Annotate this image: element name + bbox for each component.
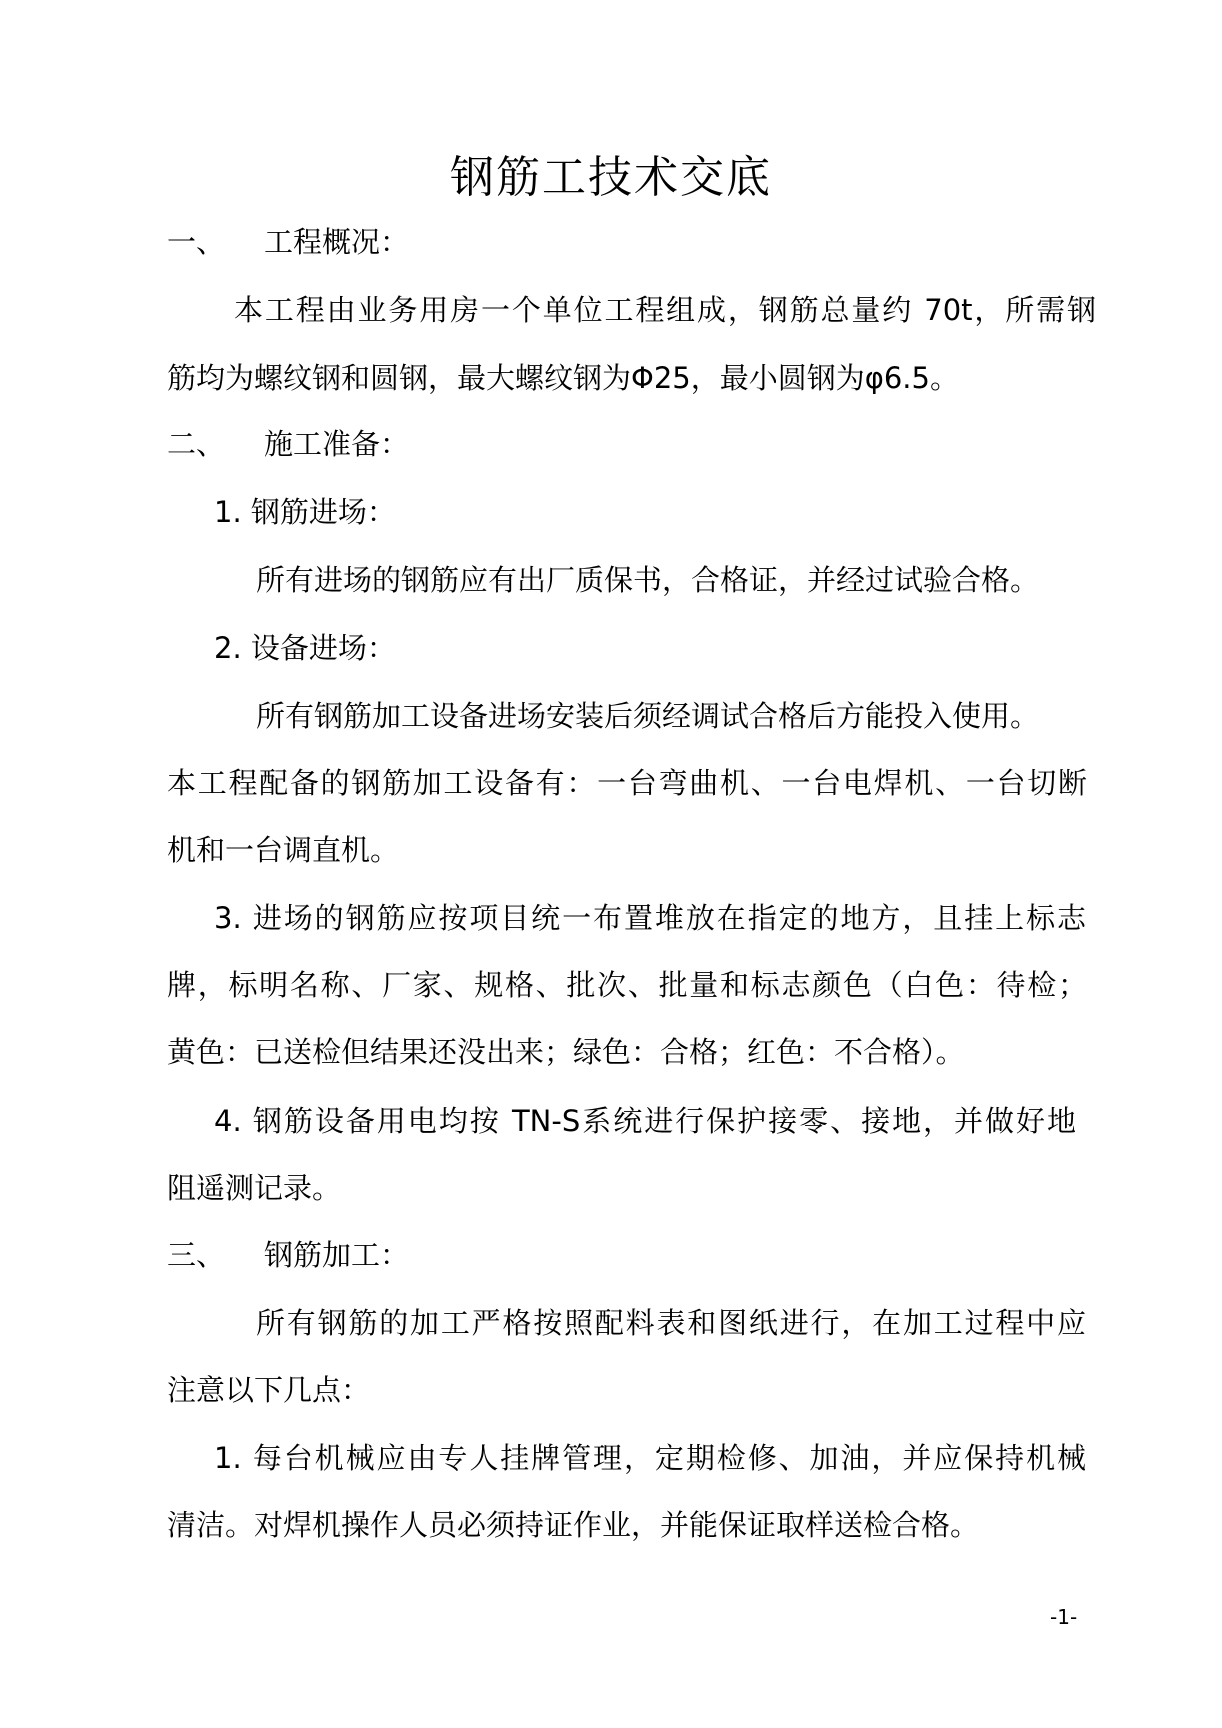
section-2-number: 二、: [167, 427, 226, 461]
section-1-heading: 工程概况：: [264, 225, 410, 259]
paragraph-line: 所有钢筋加工设备进场安装后须经调试合格后方能投入使用。: [256, 699, 1040, 733]
paragraph-line: 注意以下几点：: [167, 1373, 371, 1407]
paragraph-line: 黄色：已送检但结果还没出来；绿色：合格；红色：不合格）。: [167, 1035, 965, 1069]
section-1-number: 一、: [167, 225, 226, 259]
paragraph-line: 本工程由业务用房一个单位工程组成，钢筋总量约 70t，所需钢: [234, 293, 1096, 327]
paragraph-line: 牌，标明名称、厂家、规格、批次、批量和标志颜色（白色：待检；: [167, 968, 1087, 1002]
document-title: 钢筋工技术交底: [450, 152, 772, 203]
paragraph-line: 清洁。对焊机操作人员必须持证作业，并能保证取样送检合格。: [167, 1508, 980, 1542]
paragraph-line: 1. 每台机械应由专人挂牌管理，定期检修、加油，并应保持机械: [214, 1441, 1086, 1475]
paragraph-line: 筋均为螺纹钢和圆钢，最大螺纹钢为Φ25，最小圆钢为φ6.5。: [167, 361, 959, 395]
paragraph-line: 机和一台调直机。: [167, 833, 400, 867]
section-3-heading: 钢筋加工：: [264, 1238, 410, 1272]
paragraph-line: 所有钢筋的加工严格按照配料表和图纸进行，在加工过程中应: [256, 1306, 1086, 1340]
paragraph-line: 本工程配备的钢筋加工设备有：一台弯曲机、一台电焊机、一台切断: [167, 766, 1087, 800]
paragraph-line: 4. 钢筋设备用电均按 TN-S系统进行保护接零、接地，并做好地: [214, 1104, 1076, 1138]
paragraph-line: 3. 进场的钢筋应按项目统一布置堆放在指定的地方，且挂上标志: [214, 901, 1086, 935]
section-2-heading: 施工准备：: [264, 427, 410, 461]
page-number: -1-: [1050, 1605, 1078, 1629]
subsection-heading: 2. 设备进场：: [214, 631, 396, 665]
paragraph-line: 阻遥测记录。: [167, 1171, 342, 1205]
subsection-heading: 1. 钢筋进场：: [214, 495, 396, 529]
paragraph-line: 所有进场的钢筋应有出厂质保书，合格证，并经过试验合格。: [256, 563, 1040, 597]
section-3-number: 三、: [167, 1238, 226, 1272]
